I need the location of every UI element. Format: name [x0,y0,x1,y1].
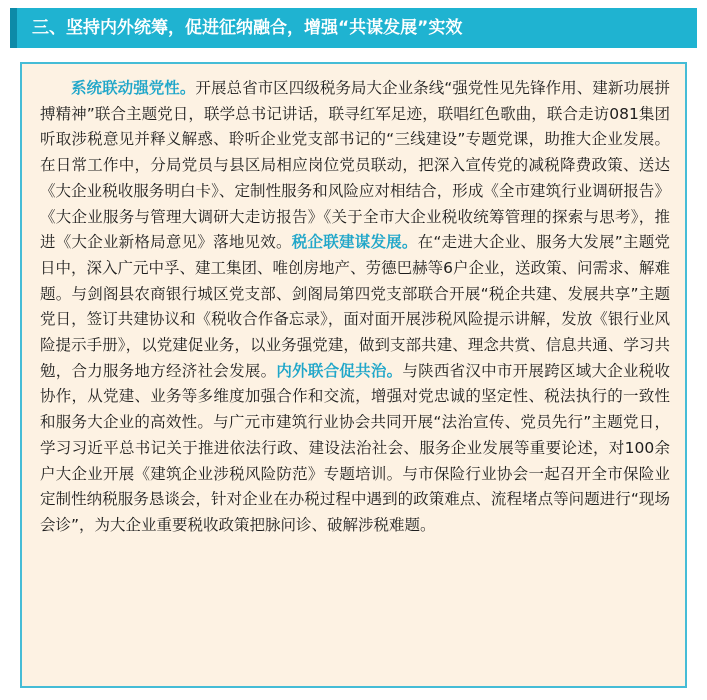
highlight-system-linkage: 系统联动强党性。 [71,79,196,97]
section-header [10,8,697,48]
text-tax-enterprise: 在“走进大企业、服务大发展”主题党日中，深入广元中孚、建工集团、唯创房地产、劳德巴赫等6户企业，送政策、问需求、解难题。与剑阁县农商银行城区党支部、剑阁局第四党支部联合开展“税企共建、发展共享”主题党日，签订共建协议和《税收合作备忘录》，面对面开展涉税风险提示讲解，发放《银行业风险提示手册》，以党建促业务，以业务强党建，做到支部共建、理念共赏、信息共通、学习共勉，合力服务地方经济社会发展。 [40,233,670,380]
article-box [20,62,687,688]
text-joint-governance: 与陕西省汉中市开展跨区域大企业税收协作，从党建、业务等多维度加强合作和交流，增强对党忠诚的坚定性、税法执行的一致性和服务大企业的高效性。与广元市建筑行业协会共同开展“法治宣传、党员先行”主题党日，学习习近平总书记关于推进依法行政、建设法治社会、服务企业发展等重要论述，对100余户大企业开展《建筑企业涉税风险防范》专题培训。与市保险行业协会一起召开全市保险业定制性纳税服务恳谈会，针对企业在办税过程中遇到的政策难点、流程堵点等问题进行“现场会诊”，为大企业重要税收政策把脉问诊、破解涉税难题。 [40,361,670,534]
article-paragraph [40,76,670,539]
highlight-joint-governance: 内外联合促共治。 [276,361,403,380]
header-accent-bar [10,8,17,48]
text-system-linkage: 开展总省市区四级税务局大企业条线“强党性见先锋作用、建新功展拼搏精神”联合主题党日，联学总书记讲话，联寻红军足迹，联唱红色歌曲，联合走访081集团听取涉税意见并释义解惑、聆听企业党支部书记的“三线建设”专题党课，助推大企业发展。在日常工作中，分局党员与县区局相应岗位党员联动，把深入宣传党的减税降费政策、送达《大企业税收服务明白卡》、定制性服务和风险应对相结合，形成《全市建筑行业调研报告》《大企业服务与管理大调研大走访报告》《关于全市大企业税收统筹管理的探索与思考》，推进《大企业新格局意见》落地见效。 [40,79,670,252]
highlight-tax-enterprise: 税企联建谋发展。 [291,233,418,252]
section-title: 三、坚持内外统筹，促进征纳融合，增强“共谋发展”实效 [32,18,463,38]
